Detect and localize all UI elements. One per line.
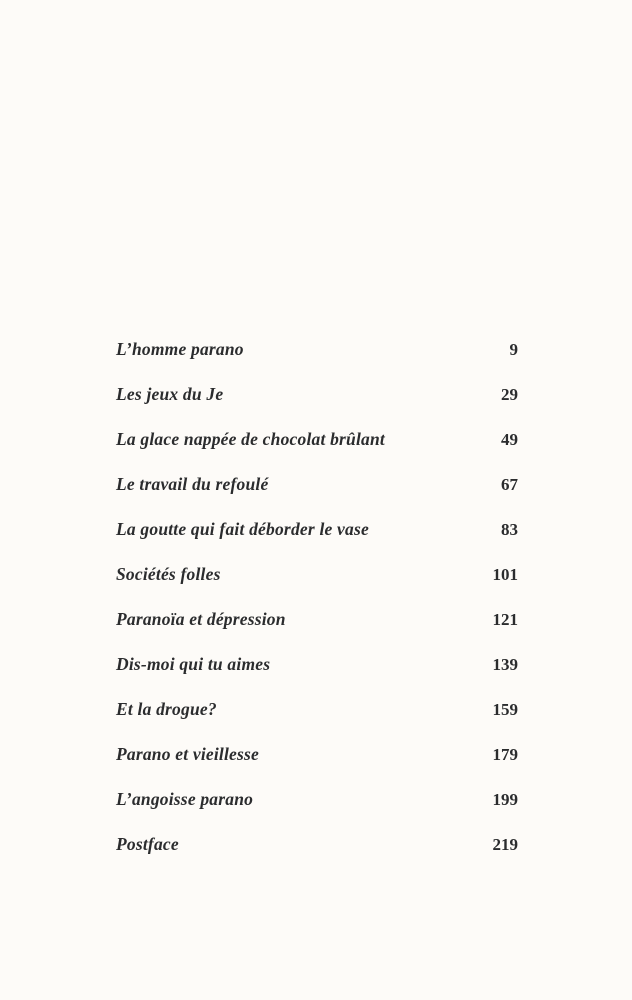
toc-entry [116, 739, 518, 784]
toc-entry-title: L’angoisse parano [116, 789, 254, 809]
toc-entry [116, 559, 518, 604]
toc-entry-page: 179 [492, 745, 518, 764]
toc-entry [116, 379, 518, 424]
toc-entry-page: 159 [492, 700, 518, 719]
toc-entry [116, 334, 518, 379]
toc-entry-title: Sociétés folles [116, 564, 221, 584]
toc-entry [116, 514, 518, 559]
toc-entry [116, 694, 518, 739]
toc-entry-title: Paranoïa et dépression [116, 609, 286, 629]
toc-entry [116, 829, 518, 874]
toc-entry-page: 139 [492, 655, 518, 674]
toc-entry-page: 199 [492, 790, 518, 809]
toc-entry [116, 604, 518, 649]
toc-entry-page: 83 [501, 520, 518, 539]
toc-entry-title: Et la drogue? [116, 699, 217, 719]
toc-entry [116, 784, 518, 829]
toc-entry-title: La glace nappée de chocolat brûlant [116, 429, 385, 449]
toc-entry-title: Postface [116, 834, 179, 854]
toc-entry [116, 469, 518, 514]
toc-entry-title: La goutte qui fait déborder le vase [116, 519, 369, 539]
toc-entry-title: Dis-moi qui tu aimes [116, 654, 271, 674]
toc-entry-page: 101 [492, 565, 518, 584]
toc-entry-title: Parano et vieillesse [116, 744, 260, 764]
toc-entry-page: 49 [501, 430, 518, 449]
toc-entry [116, 649, 518, 694]
toc-entry-page: 29 [501, 385, 518, 404]
toc-entry-page: 219 [492, 835, 518, 854]
table-of-contents [116, 334, 518, 874]
toc-entry-page: 121 [492, 610, 518, 629]
toc-entry-page: 67 [501, 475, 518, 494]
toc-entry [116, 424, 518, 469]
toc-entry-title: Le travail du refoulé [116, 474, 269, 494]
toc-entry-title: L’homme parano [116, 339, 244, 359]
toc-entry-page: 9 [509, 340, 518, 359]
toc-entry-title: Les jeux du Je [116, 384, 224, 404]
